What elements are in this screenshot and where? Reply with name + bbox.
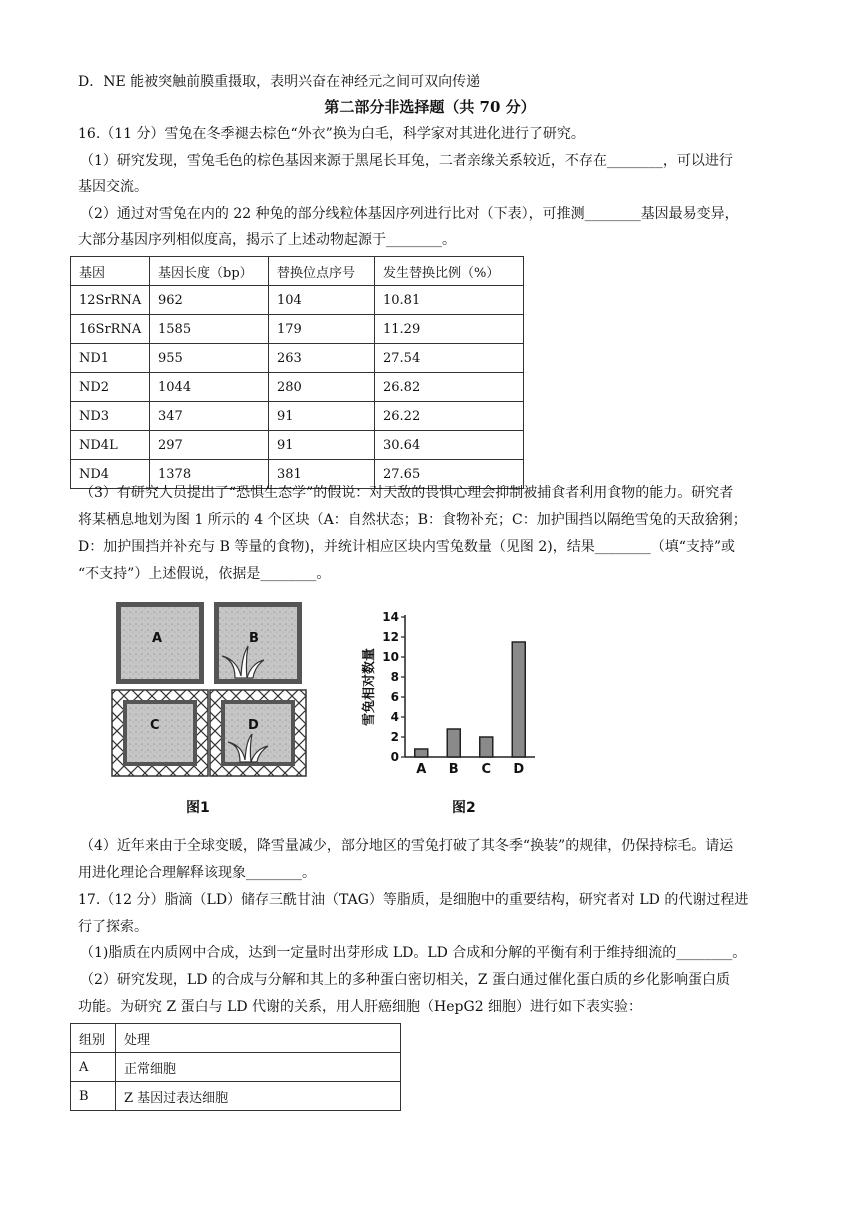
figure-2-chart — [355, 600, 545, 780]
table-cell: ND4L — [71, 431, 150, 460]
bar-b — [447, 729, 460, 757]
table-header-cell: 处理 — [116, 1024, 401, 1053]
table-header-cell: 替换位点序号 — [269, 257, 375, 286]
table-cell: 16SrRNA — [71, 315, 150, 344]
table-header-cell: 基因 — [71, 257, 150, 286]
table-cell: ND3 — [71, 402, 150, 431]
y-tick-label: 2 — [390, 730, 399, 744]
table-header-row — [71, 257, 524, 286]
table-cell: B — [71, 1082, 116, 1111]
q16-part3-line4: “不支持”）上述假说，依据是________。 — [78, 566, 331, 582]
y-tick-label: 14 — [382, 610, 399, 624]
q16-part4-line1: （4）近年来由于全球变暖，降雪量减少，部分地区的雪兔打破了其冬季“换装”的规律，仍保持棕毛。请运 — [80, 838, 734, 854]
table-row — [71, 1082, 401, 1111]
y-tick-label: 0 — [390, 750, 399, 764]
q16-part2-line2: 大部分基因序列相似度高，揭示了上述动物起源于________。 — [78, 232, 456, 248]
bar-d — [512, 642, 525, 757]
bar-a — [415, 749, 428, 757]
plot-block-c — [112, 690, 208, 776]
table-header-cell: 发生替换比例（%） — [375, 257, 524, 286]
table-cell: Z 基因过表达细胞 — [116, 1082, 401, 1111]
q16-part1-line2: 基因交流。 — [78, 179, 148, 195]
table-row — [71, 315, 524, 344]
experiment-group-table — [70, 1023, 401, 1111]
x-tick-label: C — [481, 762, 492, 777]
q17-stem-line1: 17.（12 分）脂滴（LD）储存三酰甘油（TAG）等脂质，是细胞中的重要结构，研究者对 LD 的代谢过程进 — [78, 892, 749, 908]
table-header-row — [71, 1024, 401, 1053]
table-cell: 27.54 — [375, 344, 524, 373]
q17-part1: （1)脂质在内质网中合成，达到一定量时出芽形成 LD。LD 合成和分解的平衡有利于维持细流的________。 — [80, 945, 747, 961]
option-d-text: D．NE 能被突触前膜重摄取，表明兴奋在神经元之间可双向传递 — [78, 74, 481, 90]
table-row — [71, 286, 524, 315]
table-row — [71, 402, 524, 431]
table-cell: ND1 — [71, 344, 150, 373]
y-tick-label: 12 — [382, 630, 399, 644]
x-tick-label: B — [448, 762, 459, 777]
q17-part2-line1: （2）研究发现，LD 的合成与分解和其上的多种蛋白密切相关，Z 蛋白通过催化蛋白质的乡化影响蛋白质 — [80, 972, 731, 988]
table-cell: 正常细胞 — [116, 1053, 401, 1082]
gene-comparison-table — [70, 256, 524, 489]
table-cell: 27.65 — [375, 460, 524, 489]
table-cell: 104 — [269, 286, 375, 315]
table-cell: 26.82 — [375, 373, 524, 402]
bar-c — [480, 737, 493, 757]
q17-stem-line2: 行了探索。 — [78, 919, 148, 935]
q16-part1-line1: （1）研究发现，雪兔毛色的棕色基因来源于黑尾长耳兔，二者亲缘关系较近，不存在________，可以进行 — [80, 153, 733, 169]
table-cell: ND4 — [71, 460, 150, 489]
table-cell: A — [71, 1053, 116, 1082]
q16-part3-line3: D：加护围挡并补充与 B 等量的食物)，并统计相应区块内雪兔数量（见图 2)，结果________（填“支持”或 — [78, 539, 736, 555]
figure-1-plots — [110, 598, 310, 778]
y-tick-label: 6 — [390, 690, 399, 704]
table-header-cell: 组别 — [71, 1024, 116, 1053]
plot-label-c: C — [150, 718, 160, 733]
table-cell: 1378 — [150, 460, 269, 489]
y-tick-label: 10 — [382, 650, 399, 664]
table-cell: 91 — [269, 402, 375, 431]
q16-part4-line2: 用进化理论合理解释该现象________。 — [78, 865, 316, 881]
q16-part2-line1: （2）通过对雪兔在内的 22 种兔的部分线粒体基因序列进行比对（下表），可推测________基因最易变异， — [80, 206, 739, 222]
table-cell: 30.64 — [375, 431, 524, 460]
section-title: 第二部分非选择题（共 70 分） — [324, 98, 536, 116]
q16-stem: 16.（11 分）雪兔在冬季褪去棕色“外衣”换为白毛，科学家对其进化进行了研究。 — [78, 126, 585, 142]
figure-2-caption: 图2 — [452, 800, 476, 816]
table-cell: 12SrRNA — [71, 286, 150, 315]
table-cell: 297 — [150, 431, 269, 460]
table-cell: ND2 — [71, 373, 150, 402]
plot-label-d: D — [248, 718, 259, 733]
table-cell: 962 — [150, 286, 269, 315]
table-row — [71, 373, 524, 402]
table-cell: 280 — [269, 373, 375, 402]
table-cell: 179 — [269, 315, 375, 344]
x-tick-label: D — [513, 762, 525, 777]
q16-part3-line1: （3）有研究人员提出了“恐惧生态学”的假说：对天敌的畏惧心理会抑制被捕食者利用食物的能力。研究者 — [80, 485, 734, 501]
plot-block-d — [210, 690, 306, 776]
table-cell: 1585 — [150, 315, 269, 344]
table-cell: 26.22 — [375, 402, 524, 431]
table-cell: 381 — [269, 460, 375, 489]
y-tick-label: 4 — [390, 710, 399, 724]
x-tick-label: A — [416, 762, 427, 777]
table-row — [71, 431, 524, 460]
table-cell: 263 — [269, 344, 375, 373]
plot-label-b: B — [249, 631, 259, 646]
q16-part3-line2: 将某栖息地划为图 1 所示的 4 个区块（A：自然状态；B：食物补充；C：加护围挡以隔绝雪兔的天敌猞猁； — [78, 512, 747, 528]
table-cell: 955 — [150, 344, 269, 373]
table-cell: 10.81 — [375, 286, 524, 315]
table-cell: 11.29 — [375, 315, 524, 344]
table-cell: 347 — [150, 402, 269, 431]
table-cell: 91 — [269, 431, 375, 460]
figure-1-caption: 图1 — [186, 800, 210, 816]
table-cell: 1044 — [150, 373, 269, 402]
plot-label-a: A — [152, 631, 163, 646]
table-header-cell: 基因长度（bp） — [150, 257, 269, 286]
table-row — [71, 344, 524, 373]
y-axis-label: 雪兔相对数量 — [362, 647, 377, 727]
y-tick-label: 8 — [390, 670, 399, 684]
q17-part2-line2: 功能。为研究 Z 蛋白与 LD 代谢的关系，用人肝癌细胞（HepG2 细胞）进行如下表实验： — [78, 999, 643, 1015]
table-row — [71, 1053, 401, 1082]
